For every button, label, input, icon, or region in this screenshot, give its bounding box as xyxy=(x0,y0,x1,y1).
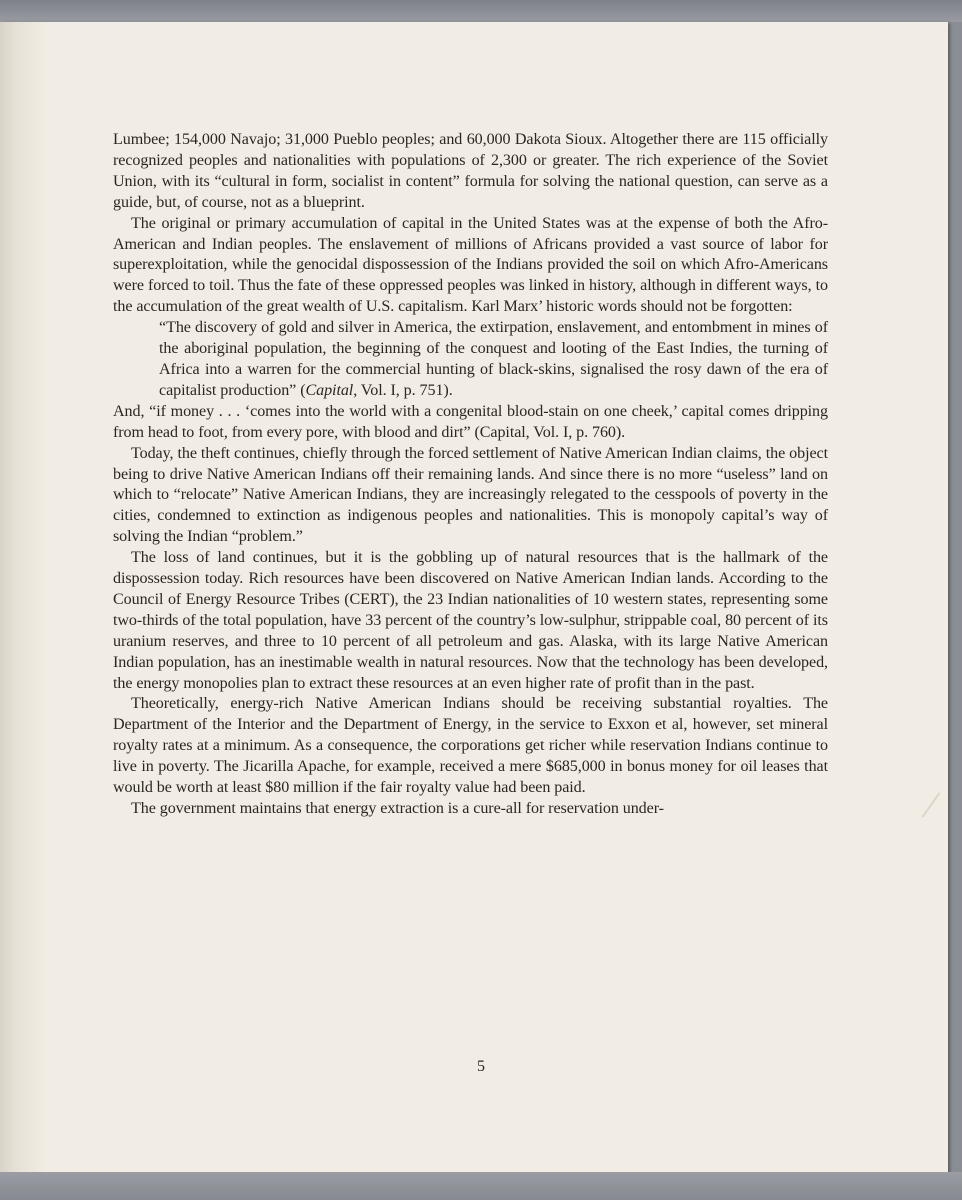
scan-backdrop-bottom xyxy=(0,1172,962,1200)
paragraph-continued: Lumbee; 154,000 Navajo; 31,000 Pueblo peoples; and 60,000 Dakota Sioux. Altogether there are 115 officially recognized peoples and nationalities with populations of 2,300 or greater. The rich experience of the Soviet Union, with its “cultural in form, socialist in content” formula for solving the national question, can serve as a guide, but, of course, not as a blueprint. xyxy=(113,131,828,211)
marx-block-quote xyxy=(159,318,828,402)
quote-citation-rest: , Vol. I, p. 751). xyxy=(353,381,453,399)
quote-citation-title: Capital xyxy=(305,381,354,399)
paragraph-loss-of-land: The loss of land continues, but it is the gobbling up of natural resources that is the hallmark of the dispossession today. Rich resources have been discovered on Native American Indian lands. According to the Council of Energy Resource Tribes (CERT), the 23 Indian nationalities of 10 western states, representing some two-thirds of the total population, have 33 percent of the country’s low-sulphur, strippable coal, 80 percent of its uranium reserves, and three to 10 percent of all petroleum and gas. Alaska, with its large Native American Indian population, has an inestimable wealth in natural resources. Now that the technology has been developed, the energy monopolies plan to extract these resources at an even higher rate of profit than in the past. xyxy=(113,549,828,692)
paragraph-theft-continues: Today, the theft continues, chiefly through the forced settlement of Native American Indian claims, the object being to drive Native American Indians off their remaining lands. And since there is no more “useless” land on which to “relocate” Native American Indians, they are increasingly relegated to the cesspools of poverty in the cities, condemned to extinction as indigenous peoples and nationalities. This is monopoly capital’s way of solving the Indian “problem.” xyxy=(113,444,828,546)
quote-text: “The discovery of gold and silver in America, the extirpation, enslavement, and entombment in mines of the aboriginal population, the beginning of the conquest and looting of the East Indies, the turning of Africa into a warren for the commercial hunting of black-skins, signalised the rosy dawn of the era of capitalist production” xyxy=(159,319,828,399)
quote-citation-open: ( xyxy=(300,381,306,399)
page-body-text xyxy=(113,130,828,820)
page-gutter-shadow xyxy=(0,22,46,1174)
paragraph-if-money: And, “if money . . . ‘comes into the world with a congenital blood-stain on one cheek,’ capital comes dripping from head to foot, from every pore, with blood and dirt” (Capital, Vol. I, p. 760). xyxy=(113,402,828,441)
paragraph-energy-extraction: The government maintains that energy extraction is a cure-all for reservation under- xyxy=(131,800,664,817)
page-number: 5 xyxy=(477,1058,485,1075)
scan-backdrop-top xyxy=(0,0,962,22)
paragraph-royalties: Theoretically, energy-rich Native American Indians should be receiving substantial royalties. The Department of the Interior and the Department of Energy, in the service to Exxon et al, however, set mineral royalty rates at a minimum. As a consequence, the corporations get richer while reservation Indians continue to live in poverty. The Jicarilla Apache, for example, received a mere $685,000 in bonus money for oil leases that would be worth at least $80 million if the fair royalty value had been paid. xyxy=(113,695,828,797)
paragraph-primary-accumulation: The original or primary accumulation of capital in the United States was at the expense of both the Afro-American and Indian peoples. The enslavement of millions of Africans provided a vast source of labor for superexploitation, while the genocidal dispossession of the Indians provided the soil on which Afro-Americans were forced to toil. Thus the fate of these oppressed peoples was linked in history, although in different ways, to the accumulation of the great wealth of U.S. capitalism. Karl Marx’ historic words should not be forgotten: xyxy=(113,214,828,316)
